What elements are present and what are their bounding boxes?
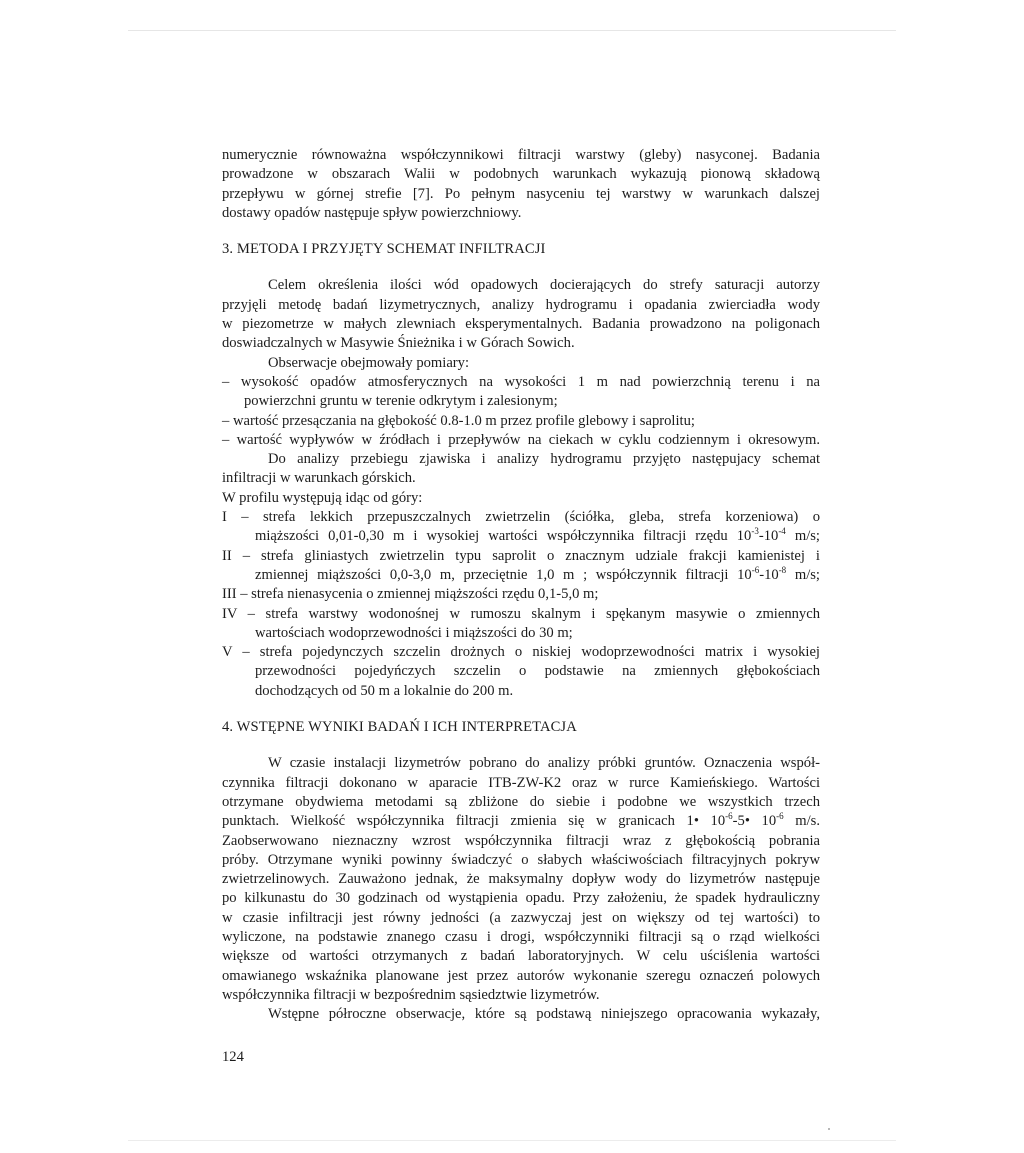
scan-speck [828, 1128, 830, 1130]
text-line: wyliczone, na podstawie znanego czasu i drogi, współczynniki filtracji są o rząd wielkości [222, 928, 820, 945]
text-line: przyjęli metodę badań lizymetrycznych, analizy hydrogramu i opadania zwierciadła wody [222, 296, 820, 313]
page-number: 124 [222, 1049, 244, 1065]
list-item: – wartość wypływów w źródłach i przepływów na ciekach w cyklu codziennym i okresowym. [222, 431, 820, 448]
zone-item-4-continuation: wartościach wodoprzewodności i miąższości do 30 m; [255, 624, 573, 641]
observations-intro: Obserwacje obejmowały pomiary: [268, 354, 470, 371]
text-line: próby. Otrzymane wyniki powinny świadczyć o słabych właściwościach filtracyjnych pokryw [222, 851, 820, 868]
paragraph-results [222, 754, 820, 1005]
paragraph-observations: Wstępne półroczne obserwacje, które są podstawą niniejszego opracowania wykazały, [268, 1006, 820, 1023]
text-line: infiltracji w warunkach górskich. [222, 470, 416, 487]
list-item: – wysokość opadów atmosferycznych na wysokości 1 m nad powierzchnią terenu i na [222, 373, 820, 390]
text-line: po kilkunastu do 30 godzinach od wystąpienia opadu. Przy założeniu, że spadek hydrauliczny [222, 890, 820, 907]
section-heading-3: 3. METODA I PRZYJĘTY SCHEMAT INFILTRACJI [222, 241, 546, 258]
text-line: większe od wartości otrzymanych z badań laboratoryjnych. W celu uściślenia wartości [222, 948, 820, 965]
zone-item-5: V – strefa pojedynczych szczelin drożnych o niskiej wodoprzewodności matrix i wysokiej [222, 644, 820, 661]
list-item-continuation: powierzchni gruntu w terenie odkrytym i zalesionym; [244, 393, 558, 410]
page-body [222, 146, 820, 1024]
zone-item-5-continuation: dochodzących od 50 m a lokalnie do 200 m. [255, 682, 514, 699]
text-line: przepływu w górnej strefie [7]. Po pełnym nasyceniu tej warstwy w warunkach dalszej [222, 185, 820, 202]
zone-item-5-continuation: przewodności pojedyńczych szczelin o podstawie na zmiennych głębokościach [255, 663, 820, 680]
text-line: w czasie infiltracji jest równy jedności (a zazwyczaj jest on większy od tej wartości) to [222, 909, 820, 926]
text-line: numerycznie równoważna współczynnikowi filtracji warstwy (gleby) nasyconej. Badania [222, 147, 820, 163]
zone-item-2-continuation: zmiennej miąższości 0,0-3,0 m, przeciętnie 1,0 m ; współczynnik filtracji $10^{-6}-10^{-8}$ m/s; [255, 565, 820, 583]
text-line: prowadzone w obszarach Walii w podobnych warunkach wykazują pionową składową [222, 166, 820, 183]
text-line: zwietrzelinowych. Zauważono jednak, że maksymalny dopływ wody do lizymetrów następuje [222, 871, 820, 888]
zone-item-3: III – strefa nienasycenia o zmiennej miąższości rzędu 0,1-5,0 m; [222, 586, 599, 603]
text-line: Zaobserwowano nieznaczny wzrost współczynnika filtracji wraz z głębokością pobrania [222, 832, 820, 849]
zone-item-1-continuation: miąższości 0,01-0,30 m i wysokiej wartości współczynnika filtracji rzędu $10^{-3}-10^{-4}$ m/s; [255, 526, 820, 545]
text-line: punktach. Wielkość współczynnika filtracji zmienia się w granicach 1• $10^{-6}-5•$ $10^{-6}$ m/s. [222, 811, 820, 830]
profile-intro: W profilu występują idąc od góry: [222, 489, 423, 506]
text-line: dostawy opadów następuje spływ powierzchniowy. [222, 204, 522, 221]
text-line: czynnika filtracji dokonano w aparacie ITB-ZW-K2 oraz w rurce Kamieńskiego. Wartości [222, 774, 820, 791]
text-line: W czasie instalacji lizymetrów pobrano do analizy próbki gruntów. Oznaczenia współ- [268, 755, 820, 772]
zone-item-2: II – strefa gliniastych zwietrzelin typu saprolit o znacznym udziale frakcji kamienistej i [222, 547, 820, 564]
text-line: współczynnika filtracji w bezpośrednim sąsiedztwie lizymetrów. [222, 986, 600, 1003]
list-item: – wartość przesączania na głębokość 0.8-1.0 m przez profile glebowy i saprolitu; [222, 412, 695, 429]
section-heading-4: 4. WSTĘPNE WYNIKI BADAŃ I ICH INTERPRETACJA [222, 719, 577, 736]
text-line: Celem określenia ilości wód opadowych docierających do strefy saturacji autorzy [268, 277, 820, 294]
scan-top-edge [128, 30, 896, 31]
text-line: otrzymane obydwiema metodami są zbliżone do siebie i podobne we wszystkich trzech [222, 793, 820, 810]
measurement-list [222, 373, 820, 450]
paragraph-scheme [222, 450, 820, 489]
scan-bottom-edge [128, 1140, 896, 1141]
paragraph-continued [222, 146, 820, 223]
paragraph-method [222, 276, 820, 353]
text-line: w piezometrze w małych zlewniach eksperymentalnych. Badania prowadzono na poligonach [222, 316, 820, 333]
zone-list [222, 508, 820, 701]
text-line: Do analizy przebiegu zjawiska i analizy hydrogramu przyjęto następujacy schemat [268, 451, 820, 468]
text-line: doswiadczalnych w Masywie Śnieżnika i w Górach Sowich. [222, 335, 575, 352]
zone-item-1: I – strefa lekkich przepuszczalnych zwietrzelin (ściółka, gleba, strefa korzeniowa) o [222, 509, 820, 526]
zone-item-4: IV – strefa warstwy wodonośnej w rumoszu skalnym i spękanym masywie o zmiennych [222, 605, 820, 622]
text-line: omawianego wskaźnika planowane jest przez autorów wykonanie szeregu oznaczeń polowych [222, 967, 820, 984]
